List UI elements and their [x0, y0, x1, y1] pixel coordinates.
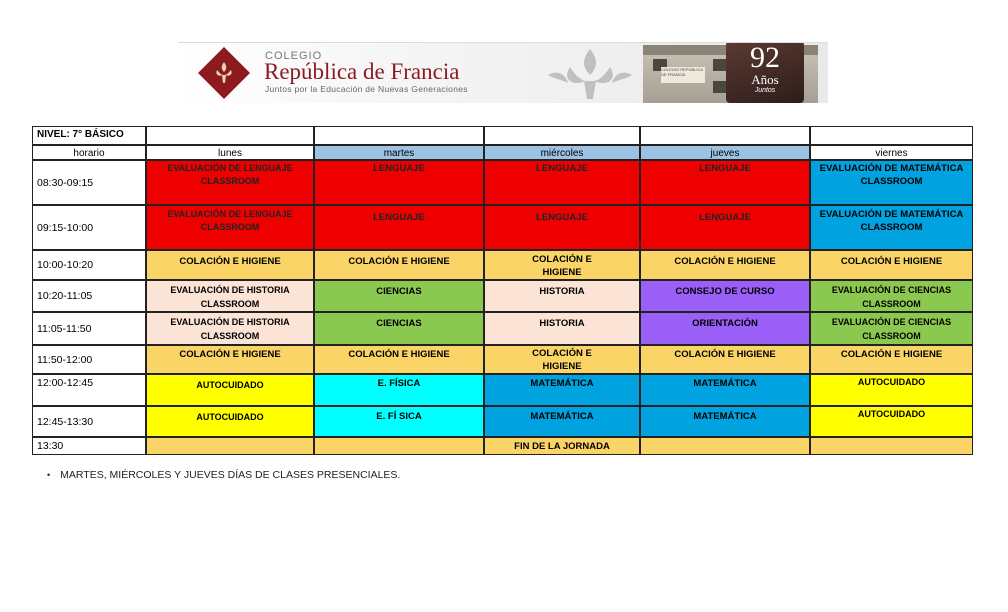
class-cell: COLACIÓN E HIGIENE — [484, 250, 640, 280]
class-cell: MATEMÁTICA — [640, 374, 810, 406]
header-blank — [484, 126, 640, 145]
class-cell — [314, 437, 484, 455]
anniversary-badge — [726, 42, 804, 103]
class-cell: EVALUACIÓN DE HISTORIA CLASSROOM — [146, 312, 314, 345]
class-cell: HISTORIA — [484, 312, 640, 345]
column-header-lunes: lunes — [146, 145, 314, 160]
class-cell: MATEMÁTICA — [640, 406, 810, 437]
class-cell: LENGUAJE — [314, 160, 484, 205]
time-slot: 10:20-11:05 — [32, 280, 146, 312]
class-cell: CIENCIAS — [314, 312, 484, 345]
header-blank — [146, 126, 314, 145]
time-slot: 08:30-09:15 — [32, 160, 146, 205]
class-cell: CONSEJO DE CURSO — [640, 280, 810, 312]
class-cell: E. FÍ SICA — [314, 406, 484, 437]
building-sign: COLEGIO REPÚBLICA DE FRANCIA — [661, 67, 705, 83]
class-cell: COLACIÓN E HIGIENE — [810, 345, 973, 374]
class-cell: MATEMÁTICA — [484, 374, 640, 406]
school-tagline: Juntos por la Educación de Nuevas Generaciones — [265, 84, 468, 94]
class-cell — [640, 437, 810, 455]
column-header-time: horario — [32, 145, 146, 160]
class-cell — [146, 437, 314, 455]
class-cell: MATEMÁTICA — [484, 406, 640, 437]
time-slot: 09:15-10:00 — [32, 205, 146, 250]
header-blank — [810, 126, 973, 145]
bullet-icon: • — [47, 470, 51, 480]
fleur-de-lis-decoration-icon — [540, 45, 640, 101]
class-cell: AUTOCUIDADO — [810, 374, 973, 406]
class-cell: COLACIÓN E HIGIENE — [146, 345, 314, 374]
note-list-item — [47, 469, 400, 481]
school-name: República de Francia — [264, 59, 460, 84]
class-cell: COLACIÓN E HIGIENE — [314, 250, 484, 280]
school-crest-icon — [198, 47, 250, 99]
time-slot: 12:45-13:30 — [32, 406, 146, 437]
header-blank — [314, 126, 484, 145]
class-cell: HISTORIA — [484, 280, 640, 312]
note-text: MARTES, MIÉRCOLES Y JUEVES DÍAS DE CLASES PRESENCIALES. — [60, 469, 401, 481]
class-cell: AUTOCUIDADO — [146, 374, 314, 406]
class-cell: COLACIÓN E HIGIENE — [146, 250, 314, 280]
class-cell: CIENCIAS — [314, 280, 484, 312]
time-slot: 13:30 — [32, 437, 146, 455]
class-cell — [810, 437, 973, 455]
time-slot: 11:05-11:50 — [32, 312, 146, 345]
level-label: NIVEL: 7° BÁSICO — [32, 126, 146, 145]
class-cell: EVALUACIÓN DE CIENCIAS CLASSROOM — [810, 312, 973, 345]
anniversary-number: 92 — [750, 42, 780, 74]
column-header-miercoles: miércoles — [484, 145, 640, 160]
class-cell: COLACIÓN E HIGIENE — [640, 345, 810, 374]
time-slot: 12:00-12:45 — [32, 374, 146, 406]
time-slot: 11:50-12:00 — [32, 345, 146, 374]
class-cell: COLACIÓN E HIGIENE — [484, 345, 640, 374]
column-header-viernes: viernes — [810, 145, 973, 160]
class-cell: COLACIÓN E HIGIENE — [314, 345, 484, 374]
class-cell: EVALUACIÓN DE LENGUAJE CLASSROOM — [146, 160, 314, 205]
class-cell: EVALUACIÓN DE HISTORIA CLASSROOM — [146, 280, 314, 312]
class-cell: EVALUACIÓN DE MATEMÁTICA CLASSROOM — [810, 205, 973, 250]
class-cell: E. FÍSICA — [314, 374, 484, 406]
class-cell: AUTOCUIDADO — [810, 406, 973, 437]
class-cell: LENGUAJE — [314, 205, 484, 250]
column-header-jueves: jueves — [640, 145, 810, 160]
header-blank — [640, 126, 810, 145]
class-cell: AUTOCUIDADO — [146, 406, 314, 437]
class-cell: EVALUACIÓN DE CIENCIAS CLASSROOM — [810, 280, 973, 312]
class-cell: EVALUACIÓN DE LENGUAJE CLASSROOM — [146, 205, 314, 250]
end-of-day-cell: FIN DE LA JORNADA — [484, 437, 640, 455]
class-cell: LENGUAJE — [484, 160, 640, 205]
anniversary-label: Años — [751, 72, 779, 87]
class-cell: EVALUACIÓN DE MATEMÁTICA CLASSROOM — [810, 160, 973, 205]
class-cell: LENGUAJE — [484, 205, 640, 250]
anniversary-subtitle: Juntos — [754, 87, 776, 94]
class-cell: LENGUAJE — [640, 160, 810, 205]
class-cell: ORIENTACIÓN — [640, 312, 810, 345]
class-cell: LENGUAJE — [640, 205, 810, 250]
class-cell: COLACIÓN E HIGIENE — [640, 250, 810, 280]
time-slot: 10:00-10:20 — [32, 250, 146, 280]
school-banner — [178, 42, 828, 103]
column-header-martes: martes — [314, 145, 484, 160]
school-label-small: COLEGIO — [265, 50, 323, 62]
class-cell: COLACIÓN E HIGIENE — [810, 250, 973, 280]
